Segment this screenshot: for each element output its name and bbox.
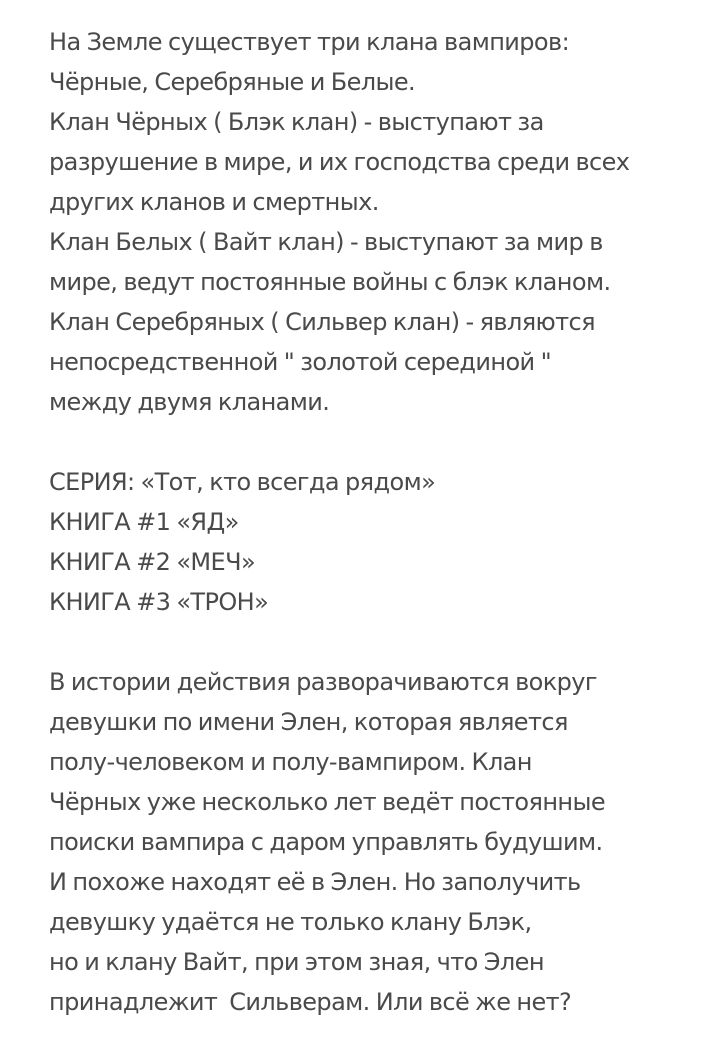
- book-item: КНИГА #1 «ЯД»: [49, 508, 239, 536]
- paragraph-gap: [49, 422, 709, 462]
- intro-paragraph: [49, 22, 709, 422]
- text-line: полу-человеком и полу-вампиром. Клан: [49, 748, 532, 776]
- text-line: но и клану Вайт, при этом зная, что Элен: [49, 948, 544, 976]
- paragraph-gap: [49, 622, 709, 662]
- text-line: В истории действия разворачиваются вокруг: [49, 668, 597, 696]
- text-line: девушки по имени Элен, которая является: [49, 708, 568, 736]
- text-line: На Земле существует три клана вампиров:: [49, 28, 570, 56]
- text-line: принадлежит Сильверам. Или всё же нет?: [49, 988, 572, 1016]
- text-line: И похоже находят её в Элен. Но заполучить: [49, 868, 581, 896]
- text-line: разрушение в мире, и их господства среди всех: [49, 148, 630, 176]
- text-line: девушку удаётся не только клану Блэк,: [49, 908, 532, 936]
- book-item: КНИГА #2 «МЕЧ»: [49, 548, 256, 576]
- text-line: мире, ведут постоянные войны с блэк кланом.: [49, 268, 611, 296]
- text-line: поиски вампира с даром управлять будушим.: [49, 828, 603, 856]
- text-line: других кланов и смертных.: [49, 188, 379, 216]
- synopsis-paragraph: [49, 662, 709, 1022]
- book-item: КНИГА #3 «ТРОН»: [49, 588, 269, 616]
- text-line: Клан Серебряных ( Сильвер клан) - являются: [49, 308, 595, 336]
- text-line: между двумя кланами.: [49, 388, 330, 416]
- series-title: СЕРИЯ: «Тот, кто всегда рядом»: [49, 468, 436, 496]
- text-line: непосредственной " золотой серединой ": [49, 348, 552, 376]
- text-line: Чёрных уже несколько лет ведёт постоянные: [49, 788, 606, 816]
- text-line: Клан Белых ( Вайт клан) - выступают за мир в: [49, 228, 603, 256]
- text-line: Клан Чёрных ( Блэк клан) - выступают за: [49, 108, 544, 136]
- series-list: [49, 462, 709, 622]
- document-text: [49, 22, 709, 1022]
- text-line: Чёрные, Серебряные и Белые.: [49, 68, 416, 96]
